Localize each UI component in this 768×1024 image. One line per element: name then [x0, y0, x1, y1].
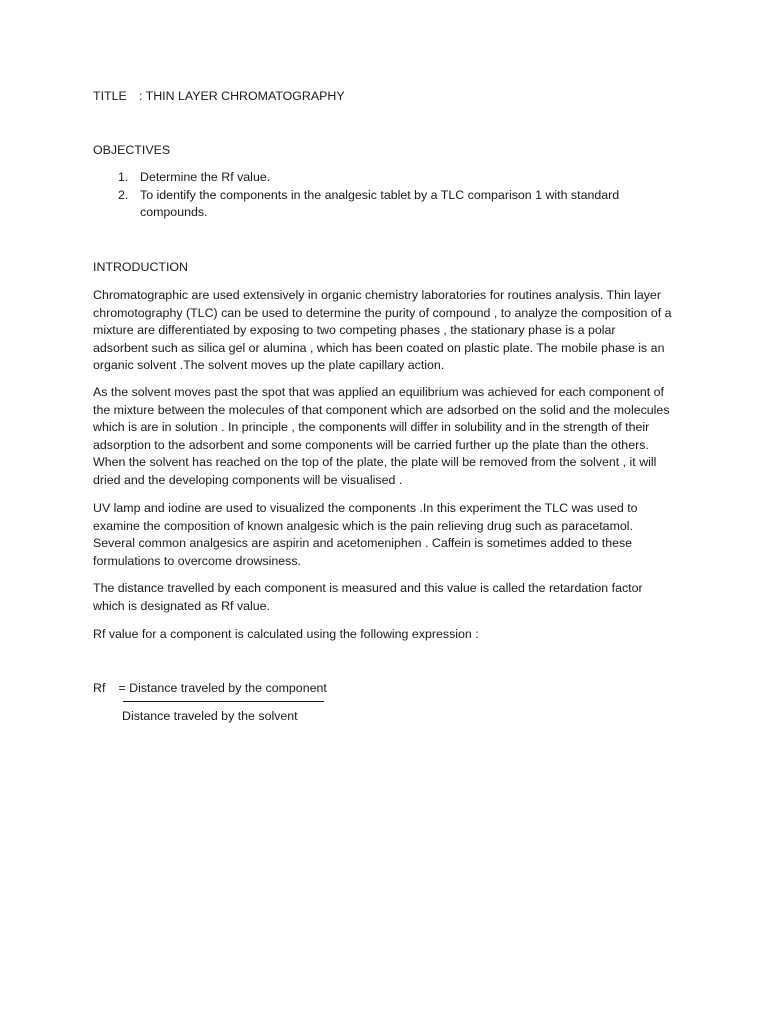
intro-paragraph-2: As the solvent moves past the spot that was applied an equilibrium was achieved for each component of the mixture between the molecules of that component which are adsorbed on the solid and the molecules which is are in solution . In principle , the components will differ in solubility and in the strength of their adsorption to the adsorbent and some components will be carried further up the plate than the others. When the solvent has reached on the top of the plate, the plate will be removed from the solvent , it will dried and the developing components will be visualised .: [93, 385, 670, 487]
document-title: [93, 88, 345, 106]
introduction-heading: INTRODUCTION: [93, 260, 188, 274]
formula-lhs: Rf: [93, 681, 106, 695]
rf-formula: [93, 680, 327, 698]
title-label: TITLE: [93, 89, 127, 103]
objective-number: 2.: [118, 187, 129, 202]
formula-denominator: Distance traveled by the solvent: [122, 709, 298, 723]
objective-number: 1.: [118, 170, 129, 184]
objectives-list: [118, 169, 678, 222]
title-value: : THIN LAYER CHROMATOGRAPHY: [139, 89, 345, 103]
intro-paragraph-5: Rf value for a component is calculated using the following expression :: [93, 627, 479, 641]
objectives-heading: OBJECTIVES: [93, 143, 171, 157]
intro-paragraph-3: UV lamp and iodine are used to visualized the components .In this experiment the TLC was used to examine the composition of known analgesic which is the pain relieving drug such as paracetamol. Several common analgesics are aspirin and acetomeniphen . Caffein is sometimes added to these formulations to overcome drowsiness.: [93, 501, 638, 568]
objective-text: To identify the components in the analgesic tablet by a TLC comparison 1 with standard compounds.: [140, 187, 620, 220]
objective-item: [118, 187, 678, 222]
objective-item: [118, 169, 678, 187]
fraction-line: [123, 701, 324, 702]
objective-text: Determine the Rf value.: [140, 170, 271, 184]
intro-paragraph-4: The distance travelled by each component is measured and this value is called the retardation factor which is designated as Rf value.: [93, 581, 643, 613]
intro-paragraph-1: Chromatographic are used extensively in organic chemistry laboratories for routines analysis. Thin layer chromotography (TLC) can be used to determine the purity of compound , to analyze the composition of a mixture are differentiated by exposing to two competing phases , the stationary phase is a polar adsorbent such as silica gel or alumina , which has been coated on plastic plate. The mobile phase is an organic solvent .The solvent moves up the plate capillary action.: [93, 288, 672, 373]
formula-numerator: = Distance traveled by the component: [118, 681, 327, 695]
